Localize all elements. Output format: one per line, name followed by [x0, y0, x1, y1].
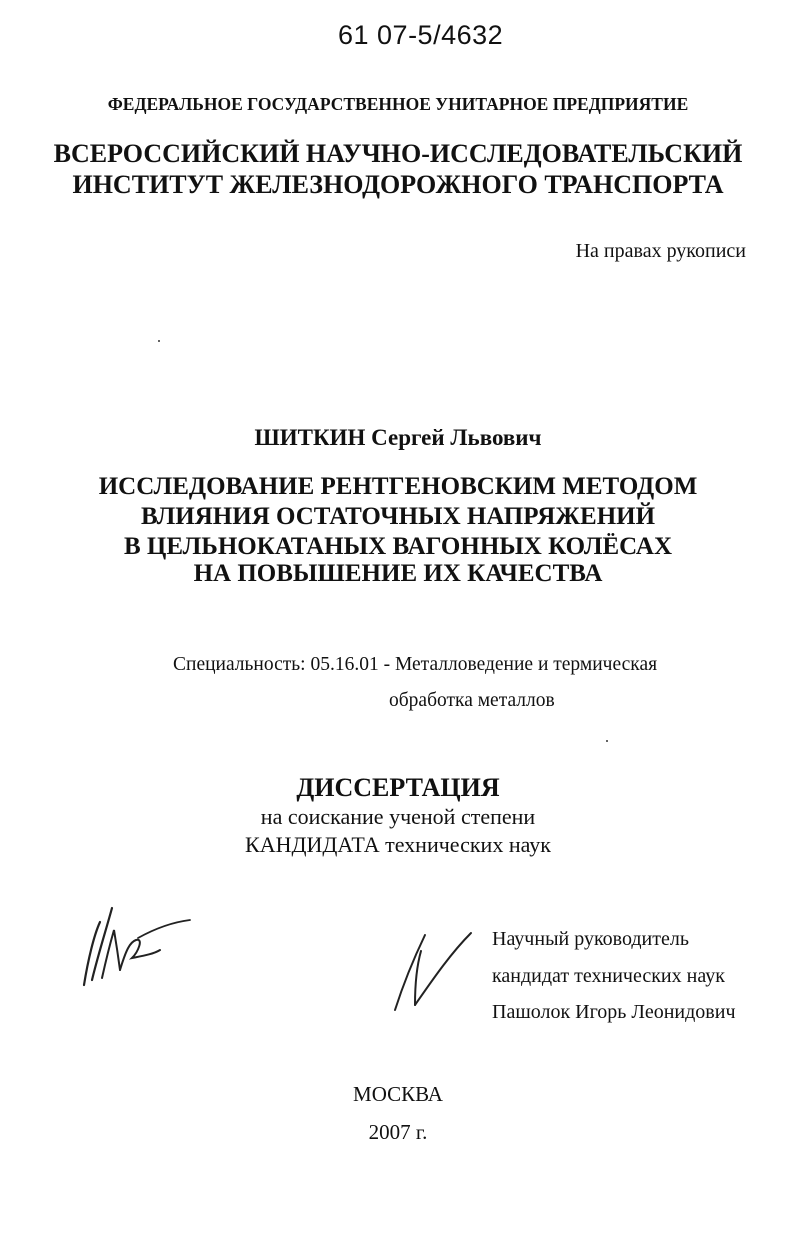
scan-speck: [158, 340, 160, 342]
year: 2007 г.: [368, 1120, 428, 1144]
organization-name-line1: ВСЕРОССИЙСКИЙ НАУЧНО-ИССЛЕДОВАТЕЛЬСКИЙ: [53, 139, 743, 168]
organization-type: ФЕДЕРАЛЬНОЕ ГОСУДАРСТВЕННОЕ УНИТАРНОЕ ПРЕДПРИЯТИЕ: [107, 94, 689, 114]
thesis-title-line: ИССЛЕДОВАНИЕ РЕНТГЕНОВСКИМ МЕТОДОМ: [98, 473, 698, 500]
dissertation-degree-line: на соискание ученой степени: [260, 804, 536, 829]
thesis-title-line: НА ПОВЫШЕНИЕ ИХ КАЧЕСТВА: [193, 560, 603, 587]
specialty-line1: Специальность: 05.16.01 - Металловедение и термическая: [173, 654, 658, 675]
city: МОСКВА: [353, 1082, 443, 1106]
thesis-title-line: ВЛИЯНИЯ ОСТАТОЧНЫХ НАПРЯЖЕНИЙ: [140, 503, 656, 530]
dissertation-heading: ДИССЕРТАЦИЯ: [296, 773, 500, 802]
manuscript-rights-note: На правах рукописи: [575, 240, 746, 262]
archive-stamp-number: 61 07-5/4632: [338, 20, 504, 50]
thesis-title-line: В ЦЕЛЬНОКАТАНЫХ ВАГОННЫХ КОЛЁСАХ: [123, 533, 673, 560]
scan-speck: [606, 740, 608, 742]
supervisor-signature-icon: [385, 925, 485, 1015]
supervisor-name: Пашолок Игорь Леонидович: [492, 1001, 736, 1023]
supervisor-role: Научный руководитель: [492, 928, 689, 950]
organization-name-line2: ИНСТИТУТ ЖЕЛЕЗНОДОРОЖНОГО ТРАНСПОРТА: [72, 170, 724, 199]
author-signature-icon: [78, 900, 198, 990]
dissertation-degree-line: КАНДИДАТА технических наук: [245, 832, 551, 857]
author-name: ШИТКИН Сергей Львович: [254, 425, 542, 450]
specialty-line2: обработка металлов: [389, 690, 555, 711]
supervisor-degree: кандидат технических наук: [492, 965, 725, 987]
